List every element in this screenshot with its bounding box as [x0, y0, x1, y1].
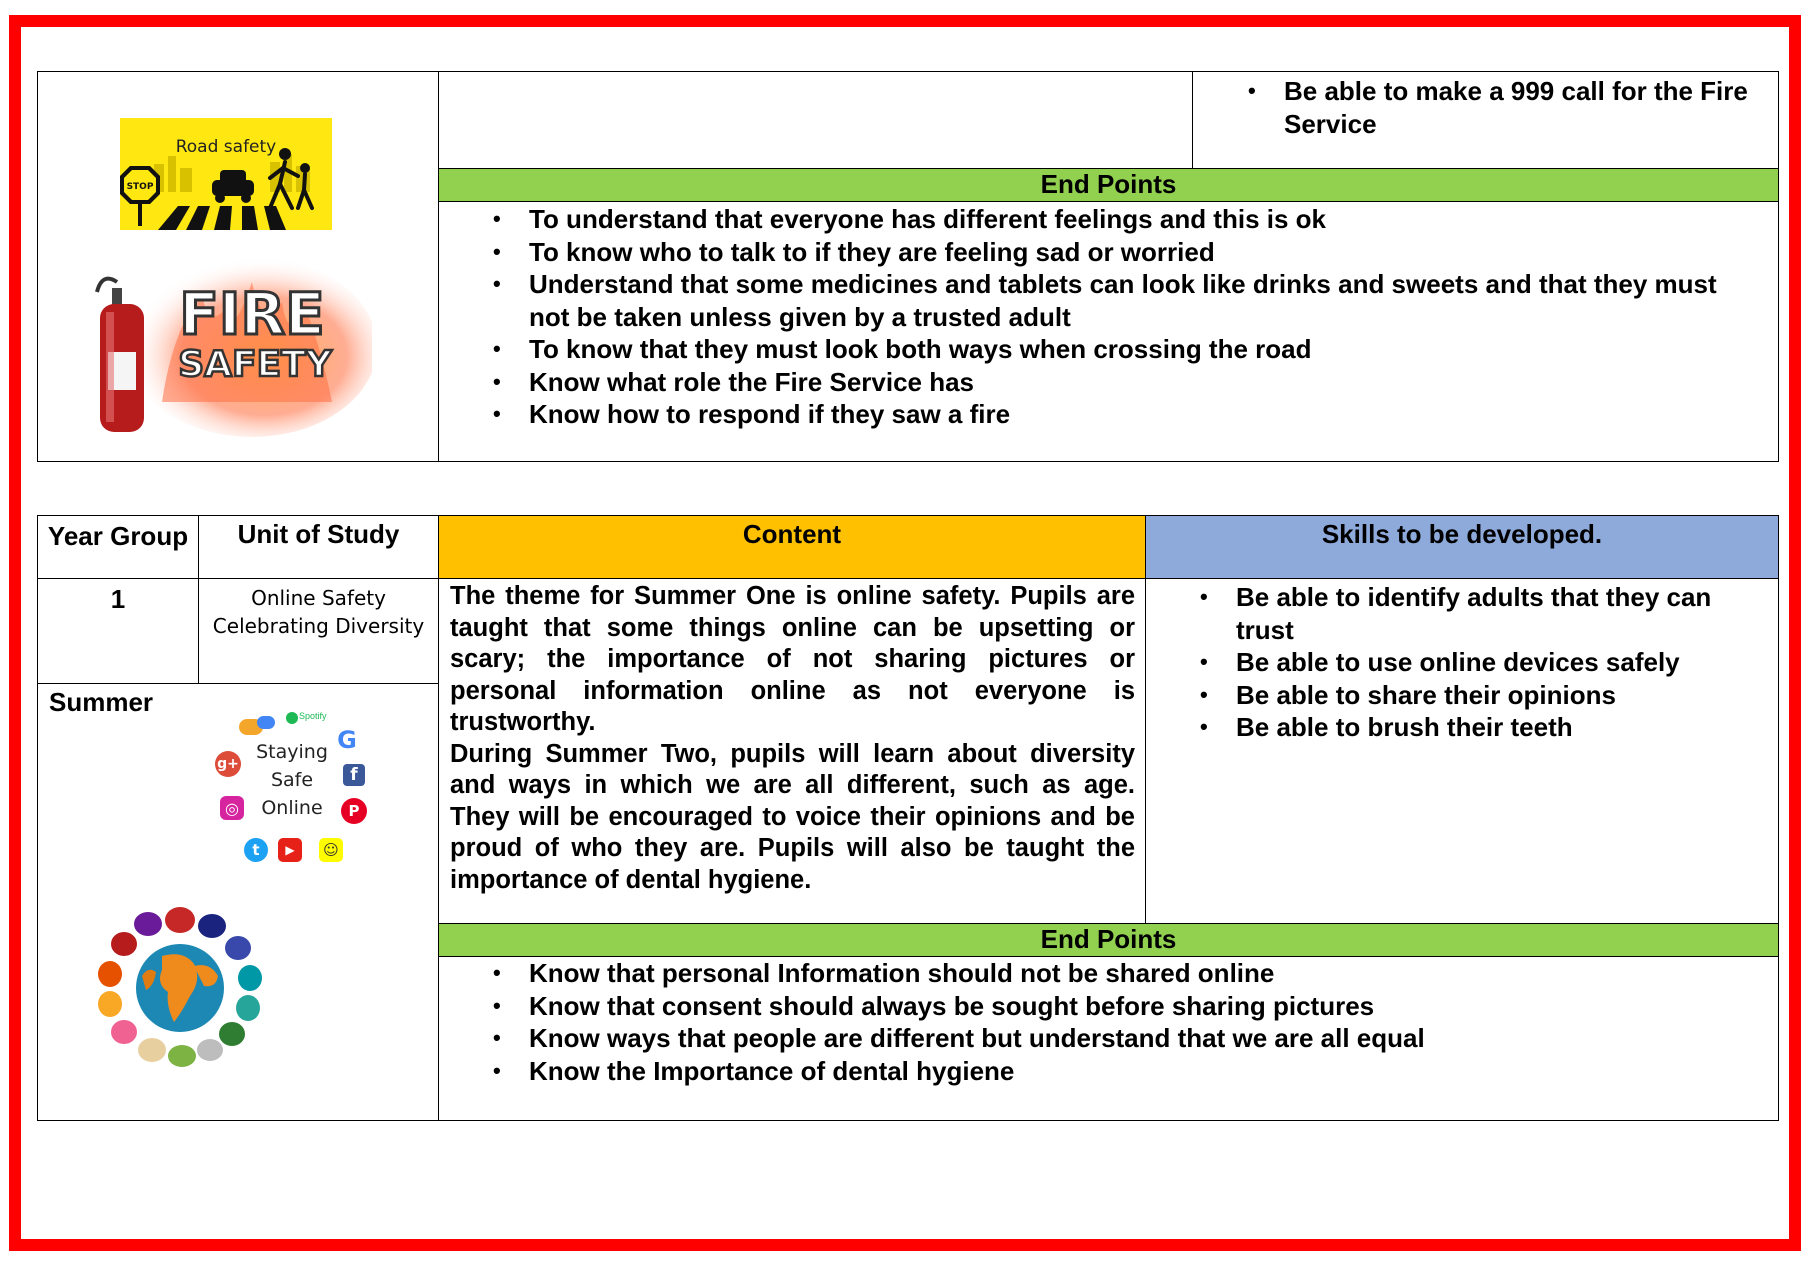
spotify-label: Spotify [299, 711, 327, 721]
list-item: • To know that they must look both ways when crossing the road [484, 333, 1744, 366]
list-item: • Know what role the Fire Service has [484, 366, 1744, 399]
unit-cell [198, 578, 439, 684]
list-item: • Know how to respond if they saw a fire [484, 398, 1744, 431]
list-item: • Be able to share their opinions [1191, 679, 1751, 712]
fire-label: FIRE [179, 280, 325, 348]
stop-sign-text: STOP [126, 182, 154, 192]
top-content-cell [438, 71, 1193, 169]
unit-of-study-header: Unit of Study [198, 515, 439, 579]
facebook-icon: f [343, 764, 365, 786]
content-paragraph: The theme for Summer One is online safety. Pupils are taught that some things online can be upsetting or scary; the importance of not sharing pictures or personal information online as not everyone is trustworthy. [450, 582, 1135, 736]
content-header: Content [438, 515, 1146, 579]
youtube-icon: ▶ [278, 838, 302, 862]
list-item: • Be able to make a 999 call for the Fire Service [1239, 75, 1759, 140]
end-points-list [484, 957, 1744, 1087]
unit-line: Celebrating Diversity [212, 614, 425, 638]
graphic-line: Safe [270, 769, 314, 791]
list-item: • Understand that some medicines and tablets can look like drinks and sweets and that they must not be taken unless given by a trusted adult [484, 268, 1744, 333]
top-skills-list [1239, 75, 1759, 140]
content-cell [438, 578, 1146, 924]
staying-safe-online-text [246, 738, 338, 822]
spotify-icon [286, 712, 298, 724]
content-paragraph: During Summer Two, pupils will learn about diversity and ways in which we are all different, such as age. They will be encouraged to voice their opinions and be proud of who they are. Pupils will also be taught the importance of dental hygiene. [450, 739, 1135, 894]
list-item: • Know that personal Information should not be shared online [484, 957, 1744, 990]
list-item: • To understand that everyone has different feelings and this is ok [484, 203, 1744, 236]
list-item: • To know who to talk to if they are feeling sad or worried [484, 236, 1744, 269]
road-safety-image [120, 118, 332, 230]
snapchat-icon: ☺ [319, 838, 343, 862]
end-points-header: End Points [438, 923, 1779, 957]
term-label: Summer [49, 687, 154, 717]
pinterest-icon: P [341, 798, 367, 824]
fire-safety-image [92, 252, 372, 442]
instagram-icon: ◎ [220, 796, 244, 820]
list-item: • Know ways that people are different but understand that we are all equal [484, 1022, 1744, 1055]
year-group-header: Year Group [37, 515, 199, 579]
google-plus-icon: g+ [215, 751, 241, 777]
list-item: • Be able to identify adults that they can trust [1191, 581, 1751, 646]
graphic-line: Online [261, 797, 323, 819]
graphic-line: Staying [256, 741, 328, 763]
skills-list [1191, 581, 1751, 744]
list-item: • Be able to use online devices safely [1191, 646, 1751, 679]
skills-header: Skills to be developed. [1145, 515, 1779, 579]
top-end-points-header: End Points [438, 168, 1779, 202]
list-item: • Know that consent should always be sought before sharing pictures [484, 990, 1744, 1023]
unit-line: Online Safety [251, 586, 386, 610]
chat-bubble-icon [257, 716, 275, 729]
road-safety-label: Road safety [175, 137, 277, 157]
list-item: • Know the Importance of dental hygiene [484, 1055, 1744, 1088]
google-icon: G [337, 726, 357, 754]
top-end-points-list [484, 203, 1744, 431]
list-item: • Be able to brush their teeth [1191, 711, 1751, 744]
safety-label: SAFETY [178, 344, 332, 385]
year-cell: 1 [37, 578, 199, 684]
diversity-globe-image [90, 900, 270, 1070]
twitter-icon: t [244, 838, 268, 862]
